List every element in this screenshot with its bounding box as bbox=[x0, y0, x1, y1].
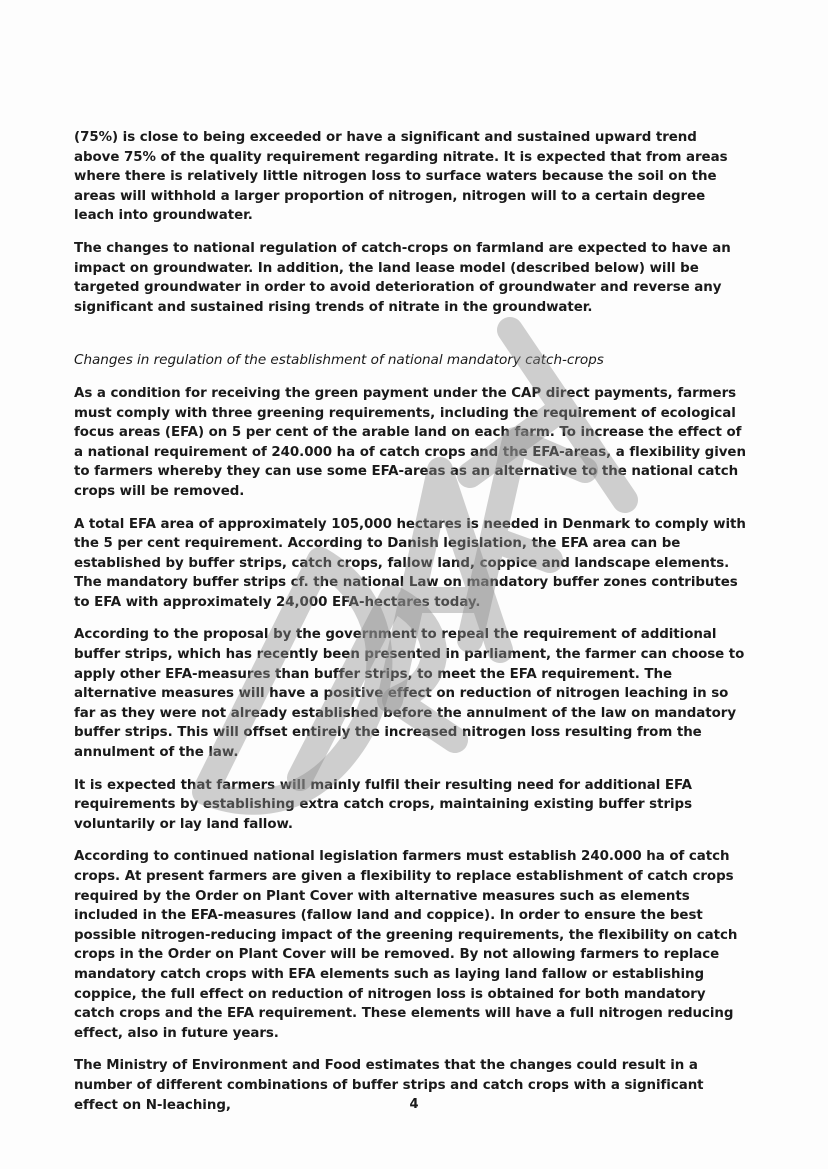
section-heading: Changes in regulation of the establishment of national mandatory catch-crops bbox=[74, 352, 604, 369]
page-number: 4 bbox=[409, 1097, 419, 1112]
paragraph-government-proposal: According to the proposal by the government to repeal the requirement of additional buffer strips, which has recently been presented in parliament, the farmer can choose to apply other EFA-measures than buffer strips, to meet the EFA requirement. The alternative measures will have a positive effect on reduction of nitrogen leaching in so far as they were not already established before the annulment of the law on mandatory buffer strips. This will offset entirely the increased nitrogen loss resulting from the annulment of the law. bbox=[74, 627, 745, 761]
paragraph-national-legislation: According to continued national legislation farmers must establish 240.000 ha of catch crops. At present farmers are given a flexibility to replace establishment of catch crops required by the Order on Plant Cover with alternative measures such as elements included in the EFA-measures (fallow land and coppice). In order to ensure the best possible nitrogen-reducing impact of the greening requirements, the flexibility on catch crops in the Order on Plant Cover will be removed. By not allowing farmers to replace mandatory catch crops with EFA elements such as laying land fallow or establishing coppice, the full effect on reduction of nitrogen loss is obtained for both mandatory catch crops and the EFA requirement. These elements will have a full nitrogen reducing effect, also in future years. bbox=[74, 849, 738, 1041]
paragraph-ministry-estimate: The Ministry of Environment and Food estimates that the changes could result in a number of different combinations of buffer strips and catch crops with a significant effect on N-leaching, bbox=[74, 1058, 704, 1113]
paragraph-groundwater-impact: The changes to national regulation of catch-crops on farmland are expected to have an impact on groundwater. In addition, the land lease model (described below) will be targeted groundwater in order to avoid deterioration of groundwater and reverse any significant and sustained rising trends of nitrate in the groundwater. bbox=[74, 240, 731, 315]
paragraph-farmer-expectation: It is expected that farmers will mainly fulfil their resulting need for additional EFA requirements by establishing extra catch crops, maintaining existing buffer strips voluntarily or lay land fallow. bbox=[74, 777, 692, 832]
paragraph-efa-area: A total EFA area of approximately 105,000 hectares is needed in Denmark to comply with the 5 per cent requirement. According to Danish legislation, the EFA area can be established by buffer strips, catch crops, fallow land, coppice and landscape elements. The mandatory buffer strips cf. the national Law on mandatory buffer zones contributes to EFA with approximately 24,000 EFA-hectares today. bbox=[74, 516, 746, 610]
document-body bbox=[74, 128, 746, 1128]
paragraph-greening-requirements: As a condition for receiving the green payment under the CAP direct payments, farmers must comply with three greening requirements, including the requirement of ecological focus areas (EFA) on 5 per cent of the arable land on each farm. To increase the effect of a national requirement of 240.000 ha of catch crops and the EFA-areas, a flexibility given to farmers whereby they can use some EFA-areas as an alternative to the national catch crops will be removed. bbox=[74, 385, 746, 499]
paragraph-nitrate-quality: (75%) is close to being exceeded or have a significant and sustained upward trend above 75% of the quality requirement regarding nitrate. It is expected that from areas where there is relatively little nitrogen loss to surface waters because the soil on the areas will withhold a larger proportion of nitrogen, nitrogen will to a certain degree leach into groundwater. bbox=[74, 130, 728, 224]
